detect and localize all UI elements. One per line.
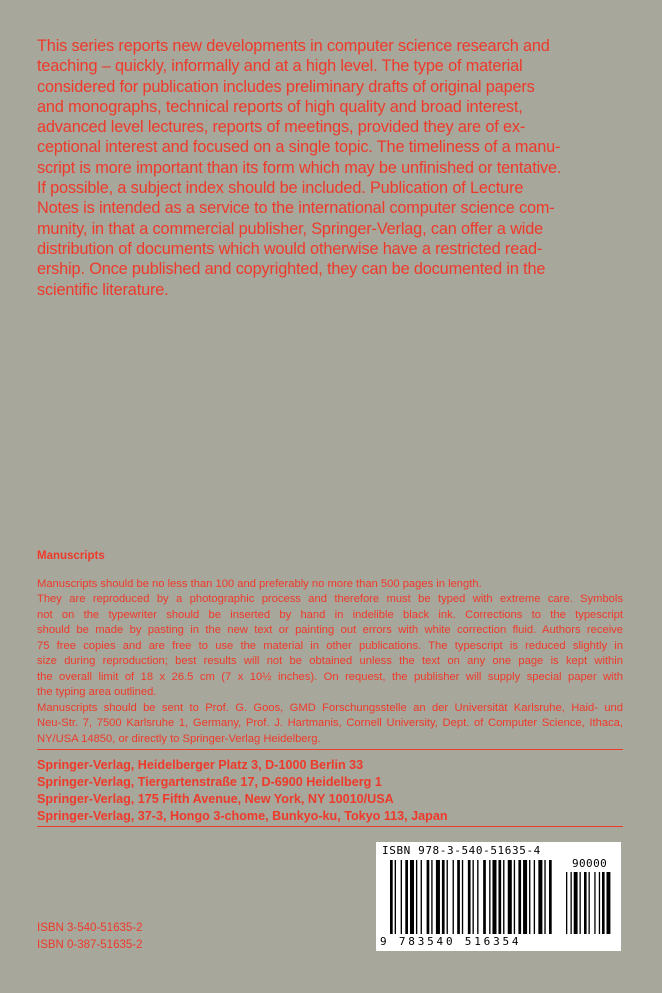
barcode-bar bbox=[427, 860, 430, 934]
series-line: script is more important than its form which may be unfinished or tentative. bbox=[37, 158, 562, 177]
address-new-york: Springer-Verlag, 175 Fifth Avenue, New York, NY 10010/USA bbox=[37, 792, 394, 806]
address-heidelberg: Springer-Verlag, Tiergartenstraße 17, D-6900 Heidelberg 1 bbox=[37, 775, 382, 789]
isbn-list bbox=[37, 920, 142, 953]
barcode-addon-bar bbox=[580, 872, 581, 934]
barcode-bar bbox=[534, 860, 535, 934]
barcode-bar bbox=[462, 860, 463, 934]
barcode-bar bbox=[549, 860, 552, 934]
barcode-bar bbox=[503, 860, 504, 934]
divider-top bbox=[37, 749, 623, 750]
series-line: munity, in that a commercial publisher, Springer-Verlag, can offer a wide bbox=[37, 219, 544, 238]
barcode-bar bbox=[518, 860, 521, 934]
barcode-bar bbox=[529, 860, 530, 934]
barcode-bar bbox=[538, 860, 542, 934]
barcode-bar bbox=[489, 860, 490, 934]
series-line: ceptional interest and focused on a single topic. The timeliness of a manu- bbox=[37, 138, 561, 157]
isbn-springer-berlin: ISBN 3-540-51635-2 bbox=[37, 922, 143, 934]
barcode-addon-bar bbox=[599, 872, 600, 934]
barcode-bar bbox=[401, 860, 402, 934]
barcode-addon-bar bbox=[594, 872, 595, 934]
barcode-bar bbox=[492, 860, 496, 934]
manuscripts-line: 75 free copies and are free to use the material in other publications. The typescript is reduced slightly in bbox=[37, 639, 623, 652]
barcode-bar bbox=[514, 860, 515, 934]
barcode-bar bbox=[483, 860, 486, 934]
barcode-bar bbox=[431, 860, 432, 934]
barcode-addon-bar bbox=[589, 872, 590, 934]
barcode-isbn-text: ISBN 978-3-540-51635-4 bbox=[382, 844, 541, 857]
manuscripts-line: Manuscripts should be no less than 100 and preferably no more than 500 pages in length. bbox=[37, 577, 482, 590]
manuscripts-heading: Manuscripts bbox=[37, 550, 105, 562]
manuscripts-line: NY/USA 14850, or directly to Springer-Verlag Heidelberg. bbox=[37, 732, 321, 745]
divider-bottom bbox=[37, 826, 623, 827]
address-berlin: Springer-Verlag, Heidelberger Platz 3, D-1000 Berlin 33 bbox=[37, 758, 364, 772]
barcode-bar bbox=[447, 860, 448, 934]
barcode-bar bbox=[421, 860, 422, 934]
manuscripts-line: the typing area outlined. bbox=[37, 686, 157, 698]
manuscripts-para-length bbox=[37, 577, 623, 593]
barcode-bar bbox=[390, 860, 393, 934]
manuscripts-line: They are reproduced by a photographic process and therefore must be typed with extreme care. Symbols bbox=[37, 593, 623, 605]
barcode-addon-bar bbox=[566, 872, 567, 934]
series-description bbox=[37, 36, 621, 300]
barcode-bar bbox=[410, 860, 414, 934]
barcode-bar bbox=[477, 860, 478, 934]
barcode-bar bbox=[523, 860, 527, 934]
manuscripts-para-typing bbox=[37, 592, 623, 701]
barcode-bar bbox=[544, 860, 545, 934]
manuscripts-line: size during reproduction; best results will not be obtained unless the text on any one page is kept within bbox=[37, 655, 623, 667]
barcode-bar bbox=[395, 860, 396, 934]
series-line: This series reports new developments in computer science research and bbox=[37, 37, 550, 55]
series-line: Notes is intended as a service to the international computer science com- bbox=[37, 199, 555, 218]
barcode-addon-bar bbox=[602, 872, 605, 934]
barcode-bar bbox=[453, 860, 454, 934]
barcode-bar bbox=[468, 860, 471, 934]
isbn-springer-new-york: ISBN 0-387-51635-2 bbox=[37, 938, 143, 951]
series-line: distribution of documents which would otherwise have a restricted read- bbox=[37, 239, 543, 258]
barcode-bar bbox=[457, 860, 460, 934]
address-tokyo: Springer-Verlag, 37-3, Hongo 3-chome, Bunkyo-ku, Tokyo 113, Japan bbox=[37, 809, 448, 823]
series-line: considered for publication includes preliminary drafts of original papers bbox=[37, 77, 535, 96]
barcode-addon-bar bbox=[607, 872, 611, 934]
barcode-addon-bar bbox=[571, 872, 572, 934]
barcode-bar bbox=[416, 860, 417, 934]
barcode-bar bbox=[508, 860, 512, 934]
barcode-bar bbox=[473, 860, 474, 934]
manuscripts-line: Manuscripts should be sent to Prof. G. Goos, GMD Forschungsstelle an der Universität Karlsruhe, Haid- und bbox=[37, 701, 623, 714]
barcode-label bbox=[376, 842, 621, 951]
barcode-bar bbox=[405, 860, 408, 934]
publisher-addresses bbox=[37, 757, 623, 825]
series-line: teaching – quickly, informally and at a high level. The type of material bbox=[37, 57, 523, 76]
barcode-addon-bar bbox=[574, 872, 578, 934]
manuscripts-line: not on the typewriter should be inserted by hand in indelible black ink. Corrections to the typescript bbox=[37, 608, 623, 621]
manuscripts-line: should be made by pasting in the new text or painting out errors with white correction fluid. Authors receive bbox=[37, 624, 623, 636]
manuscripts-line: Neu-Str. 7, 7500 Karlsruhe 1, Germany, Prof. J. Hartmanis, Cornell University, Dept. of Computer Science, Ithaca, bbox=[37, 717, 623, 729]
manuscripts-section bbox=[37, 549, 623, 747]
series-line: If possible, a subject index should be included. Publication of Lecture bbox=[37, 179, 524, 198]
barcode-bar bbox=[498, 860, 501, 934]
manuscripts-para-submission bbox=[37, 701, 623, 748]
barcode-price-code: 90000 bbox=[572, 857, 608, 870]
series-line-last: scientific literature. bbox=[37, 280, 169, 299]
barcode-bar bbox=[442, 860, 445, 934]
series-line: advanced level lectures, reports of meetings, provided they are of ex- bbox=[37, 118, 526, 137]
series-line: ership. Once published and copyrighted, they can be documented in the bbox=[37, 260, 546, 279]
series-line: and monographs, technical reports of high quality and broad interest, bbox=[37, 97, 523, 116]
barcode-addon-bar bbox=[584, 872, 587, 934]
barcode-digits: 9 783540 516354 bbox=[380, 935, 522, 948]
manuscripts-line: the overall limit of 18 x 26.5 cm (7 x 10½ inches). On request, the publisher will supply special paper with bbox=[37, 670, 623, 683]
barcode-bar bbox=[436, 860, 440, 934]
